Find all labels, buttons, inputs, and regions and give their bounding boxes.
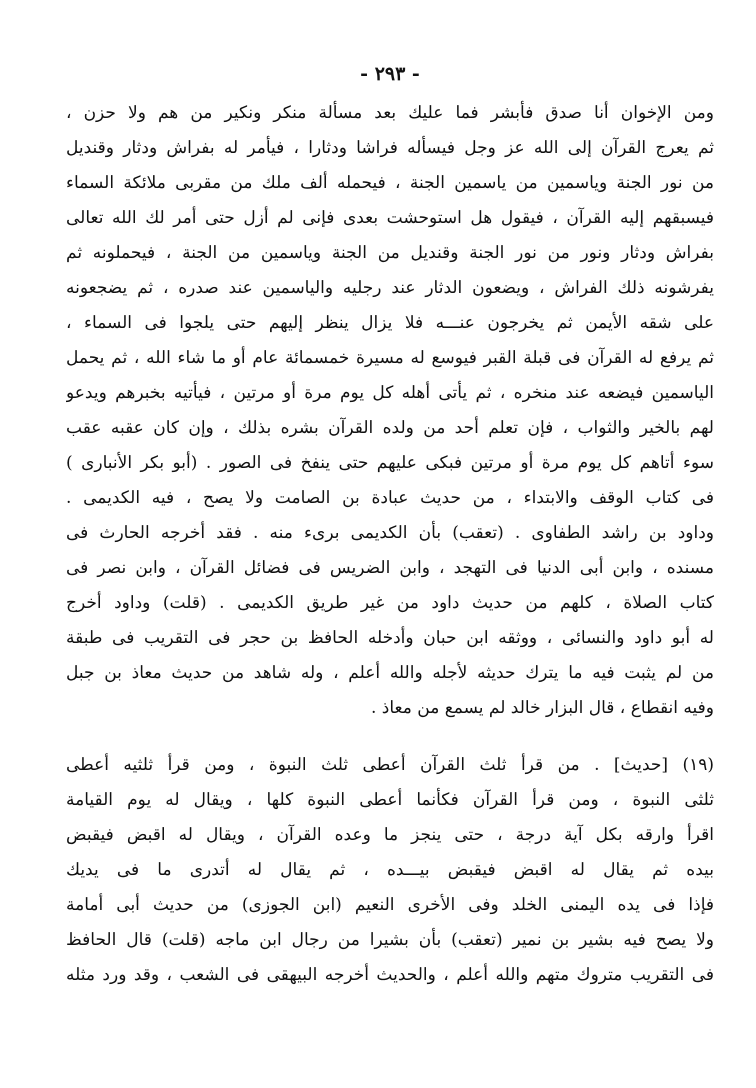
paragraph-gap — [66, 726, 714, 748]
text-line: ثلثى النبوة ، ومن قرأ القرآن فكأنما أعطى النبوة كلها ، ويقال له يوم القيامة — [66, 790, 714, 810]
text-line: ومن الإخوان أنا صدق فأبشر فما عليك بعد مسألة منكر ونكير من هم ولا حزن ، — [66, 103, 714, 123]
paragraph-2 — [66, 748, 714, 993]
text-line: كتاب الصلاة ، كلهم من حديث داود من غير طريق الكديمى . (قلت) وداود أخرج — [66, 593, 714, 613]
text-line: فى كتاب الوقف والابتداء ، من حديث عبادة بن الصامت ولا يصح ، فيه الكديمى . — [66, 488, 714, 508]
text-line: بفراش ودثار ونور من نور الجنة وقنديل من الجنة وياسمين من الجنة ، فيحملونه ثم — [66, 243, 714, 263]
text-line: بيده ثم يقال له اقبض فيقبض بيـــده ، ثم يقال له أتدرى ما فى يديك — [66, 860, 714, 880]
text-line: مسنده ، وابن أبى الدنيا فى التهجد ، وابن الضريس فى فضائل القرآن ، وابن نصر فى — [66, 558, 714, 578]
text-line: فيسبقهم إليه القرآن ، فيقول هل استوحشت بعدى فإنى لم أزل حتى أمر لك الله تعالى — [66, 208, 714, 228]
text-line: من لم يثبت فيه ما يترك حديثه لأجله والله أعلم ، وله شاهد من حديث معاذ بن جبل — [66, 663, 714, 683]
text-line: الياسمين فيضعه عند منخره ، ثم يأتى أهله كل يوم مرة أو مرتين ، فيأتيه بخبرهم ويدعو — [66, 383, 714, 403]
text-line: وفيه انقطاع ، قال البزار خالد لم يسمع من معاذ . — [371, 698, 714, 718]
text-line: من نور الجنة وياسمين من ياسمين الجنة ، فيحمله ألف ملك من مقربى ملائكة السماء — [66, 173, 714, 193]
text-line: يفرشونه ذلك الفراش ، ويضعون الدثار عند رجليه والياسمين عند صدره ، ثم يضجعونه — [66, 278, 714, 298]
text-line: فإذا فى يده اليمنى الخلد وفى الأخرى النعيم (ابن الجوزى) من حديث أبى أمامة — [66, 895, 714, 915]
text-line: (١٩) [حديث] . من قرأ ثلث القرآن أعطى ثلث النبوة ، ومن قرأ ثلثيه أعطى — [66, 755, 714, 775]
text-line: سوء أتاهم كل يوم مرة أو مرتين فبكى عليهم حتى ينفخ فى الصور . (أبو بكر الأنبارى ) — [66, 453, 714, 473]
text-line: فى التقريب متروك متهم والله أعلم ، والحديث أخرجه البيهقى فى الشعب ، وقد ورد مثله — [66, 965, 714, 985]
text-line: له أبو داود والنسائى ، ووثقه ابن حبان وأدخله الحافظ بن حجر فى التقريب فى طبقة — [66, 628, 714, 648]
page-number: - ٢٩٣ - — [360, 63, 420, 85]
text-line: ثم يعرج القرآن إلى الله عز وجل فيسأله فراشا ودثارا ، فيأمر له بفراش ودثار وقنديل — [66, 138, 714, 158]
text-line: اقرأ وارقه بكل آية درجة ، حتى ينجز ما وعده القرآن ، ويقال له اقبض فيقبض — [66, 825, 714, 845]
text-line: ولا يصح فيه بشير بن نمير (تعقب) بأن بشيرا من رجال ابن ماجه (قلت) قال الحافظ — [66, 930, 714, 950]
text-line: وداود بن راشد الطفاوى . (تعقب) بأن الكديمى برىء منه . فقد أخرجه الحارث فى — [66, 523, 714, 543]
document-page — [66, 60, 714, 993]
text-line: لهم بالخير والثواب ، فإن تعلم أحد من ولده القرآن بشره بذلك ، وإن كان عقبه عقب — [66, 418, 714, 438]
paragraph-1 — [66, 96, 714, 726]
text-line: ثم يرفع له القرآن فى قبلة القبر فيوسع له مسيرة خمسمائة عام أو ما شاء الله ، ثم يحمل — [66, 348, 714, 368]
text-line: على شقه الأيمن ثم يخرجون عنـــه فلا يزال ينظر إليهم حتى يلجوا فى السماء ، — [66, 313, 714, 333]
